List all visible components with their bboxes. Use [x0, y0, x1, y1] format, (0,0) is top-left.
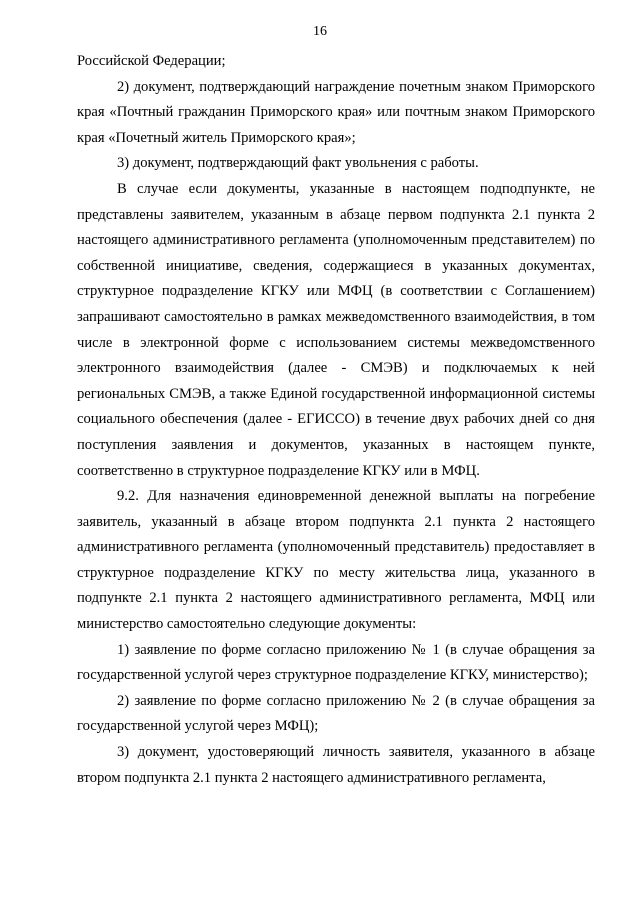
paragraph-interagency-request: В случае если документы, указанные в настоящем подподпункте, не представлены заявителем, указанным в абзаце первом подпункта 2.1 пункта 2 настоящего административного регламента (уполномоченным представителем) по собственной инициативе, сведения, содержащиеся в указанных документах, структурное подразделение КГКУ или МФЦ (в соответствии с Соглашением) запрашивают самостоятельно в рамках межведомственного взаимодействия, в том числе в электронной форме с использованием системы межведомственного электронного взаимодействия (далее - СМЭВ) и подключаемых к ней региональных СМЭВ, а также Единой государственной информационной системы социального обеспечения (далее - ЕГИССО) в течение двух рабочих дней со дня поступления заявления и документов, указанных в настоящем пункте, соответственно в структурное подразделение КГКУ или в МФЦ. [77, 180, 595, 479]
paragraph-doc-item-2: 2) заявление по форме согласно приложению № 2 (в случае обращения за государственной услугой через МФЦ); [77, 692, 595, 735]
paragraph-item-3: 3) документ, подтверждающий факт увольнения с работы. [117, 155, 479, 172]
page-number: 16 [313, 24, 327, 39]
paragraph-continuation: Российской Федерации; [77, 53, 226, 69]
paragraph-doc-item-3: 3) документ, удостоверяющий личность заявителя, указанного в абзаце втором подпункта 2.1 пункта 2 настоящего административного регламента, [77, 744, 595, 786]
paragraph-doc-item-1: 1) заявление по форме согласно приложению № 1 (в случае обращения за государственной услугой через структурное подразделение КГКУ, министерство); [77, 641, 595, 684]
document-body [77, 49, 595, 791]
paragraph-item-2: 2) документ, подтверждающий награждение почетным знаком Приморского края «Почтный гражданин Приморского края» или почтным знаком Приморского края «Почетный житель Приморского края»; [77, 78, 595, 146]
paragraph-section-9-2: 9.2. Для назначения единовременной денежной выплаты на погребение заявитель, указанный в абзаце втором подпункта 2.1 пункта 2 настоящего административного регламента (уполномоченный представитель) предоставляет в структурное подразделение КГКУ по месту жительства лица, указанного в подпункте 2.1 пункта 2 настоящего административного регламента, МФЦ или министерство самостоятельно следующие документы: [77, 488, 595, 633]
